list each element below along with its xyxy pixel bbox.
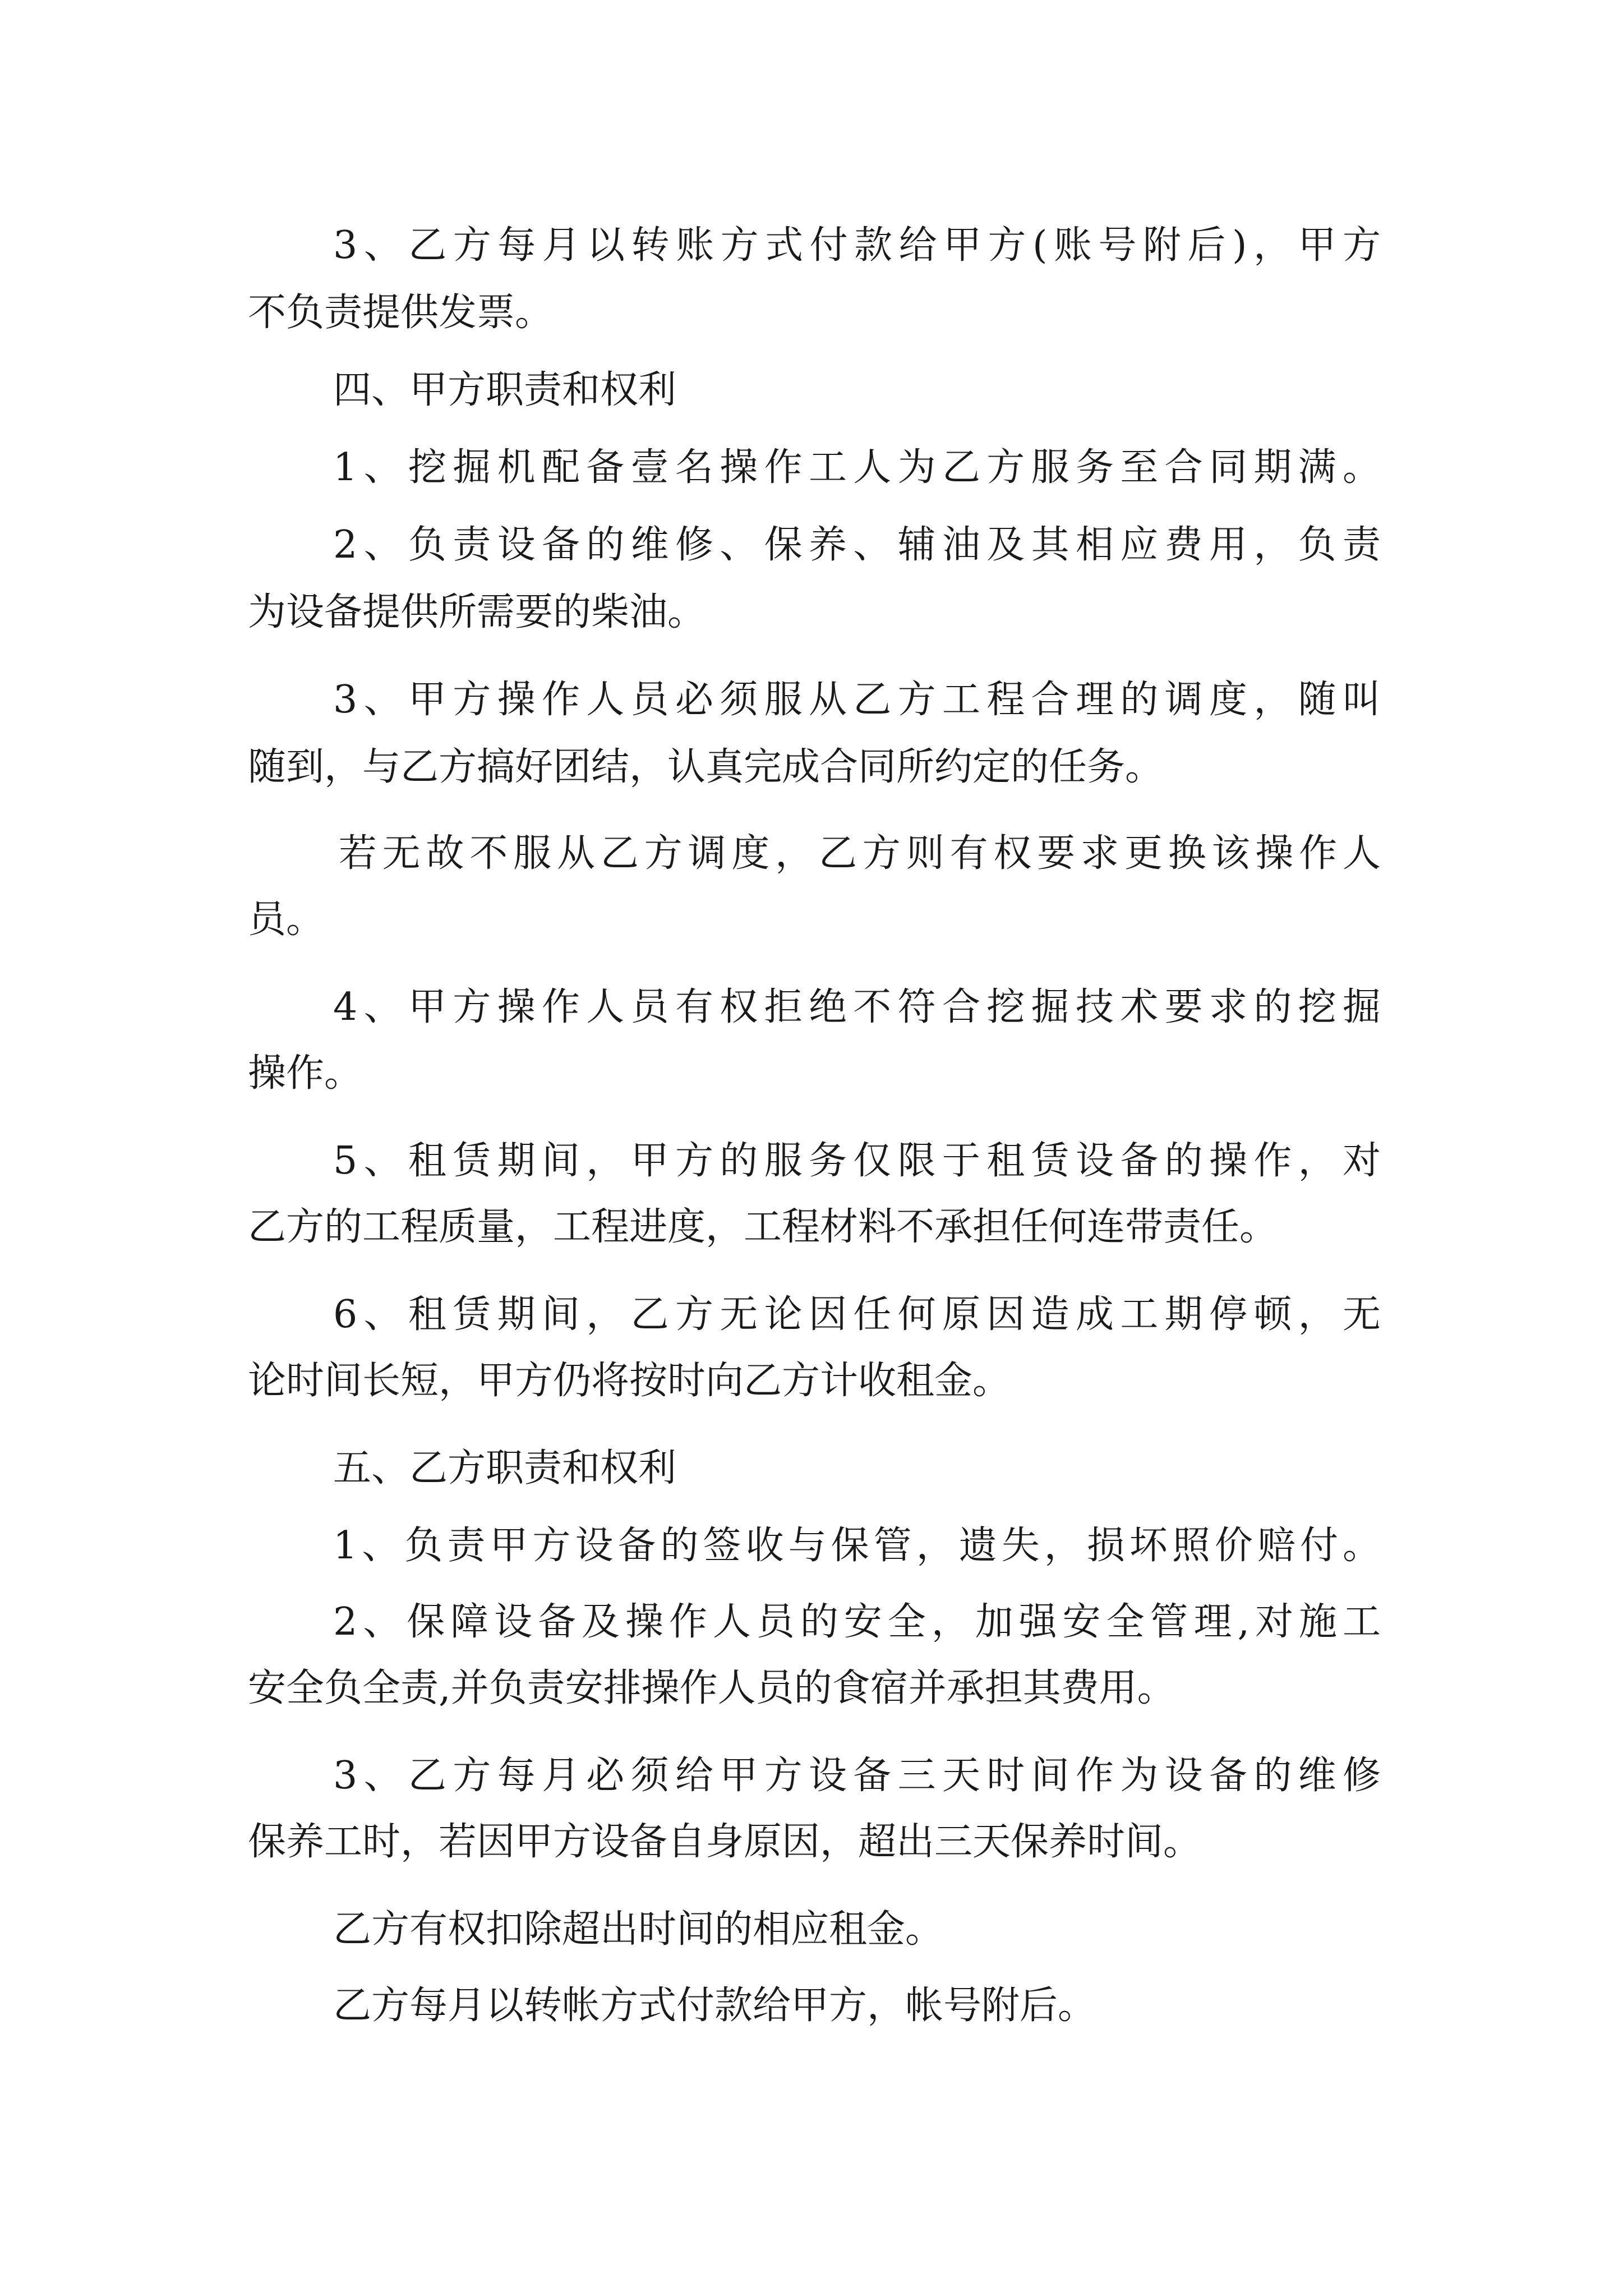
paragraph-line: 不负责提供发票。 — [248, 291, 554, 335]
paragraph-line: 3、乙方每月必须给甲方设备三天时间作为设备的维修 — [333, 1754, 1381, 1798]
paragraph-line: 保养工时，若因甲方设备自身原因，超出三天保养时间。 — [248, 1820, 1202, 1864]
paragraph-line: 2、负责设备的维修、保养、辅油及其相应费用，负责 — [333, 523, 1381, 567]
paragraph-line: 安全负全责,并负责安排操作人员的食宿并承担其费用。 — [248, 1666, 1175, 1710]
section-heading: 五、乙方职责和权利 — [333, 1446, 677, 1490]
paragraph-line: 乙方的工程质量，工程进度，工程材料不承担任何连带责任。 — [248, 1205, 1278, 1249]
paragraph-line: 操作。 — [248, 1051, 363, 1096]
paragraph-line: 员。 — [248, 898, 325, 942]
paragraph-line: 随到，与乙方搞好团结，认真完成合同所约定的任务。 — [248, 745, 1164, 789]
paragraph-line: 2、保障设备及操作人员的安全，加强安全管理,对施工 — [333, 1600, 1381, 1644]
paragraph-line: 乙方每月以转帐方式付款给甲方，帐号附后。 — [333, 1984, 1096, 2028]
paragraph-line: 5、租赁期间，甲方的服务仅限于租赁设备的操作，对 — [333, 1139, 1381, 1183]
paragraph-line: 4、甲方操作人员有权拒绝不符合挖掘技术要求的挖掘 — [333, 985, 1381, 1029]
paragraph-line: 乙方有权扣除超出时间的相应租金。 — [333, 1907, 944, 1952]
paragraph-line: 论时间长短，甲方仍将按时向乙方计收租金。 — [248, 1359, 1011, 1403]
paragraph-line: 1、挖掘机配备壹名操作工人为乙方服务至合同期满。 — [333, 445, 1381, 490]
paragraph-line: 若无故不服从乙方调度，乙方则有权要求更换该操作人 — [333, 831, 1381, 876]
paragraph-line: 1、负责甲方设备的签收与保管，遗失，损坏照价赔付。 — [333, 1524, 1381, 1568]
paragraph-line: 3、乙方每月以转账方式付款给甲方(账号附后)，甲方 — [333, 223, 1381, 268]
paragraph-line: 6、租赁期间，乙方无论因任何原因造成工期停顿，无 — [333, 1292, 1381, 1337]
section-heading: 四、甲方职责和权利 — [333, 368, 677, 412]
paragraph-line: 3、甲方操作人员必须服从乙方工程合理的调度，随叫 — [333, 678, 1381, 722]
paragraph-line: 为设备提供所需要的柴油。 — [248, 590, 706, 634]
